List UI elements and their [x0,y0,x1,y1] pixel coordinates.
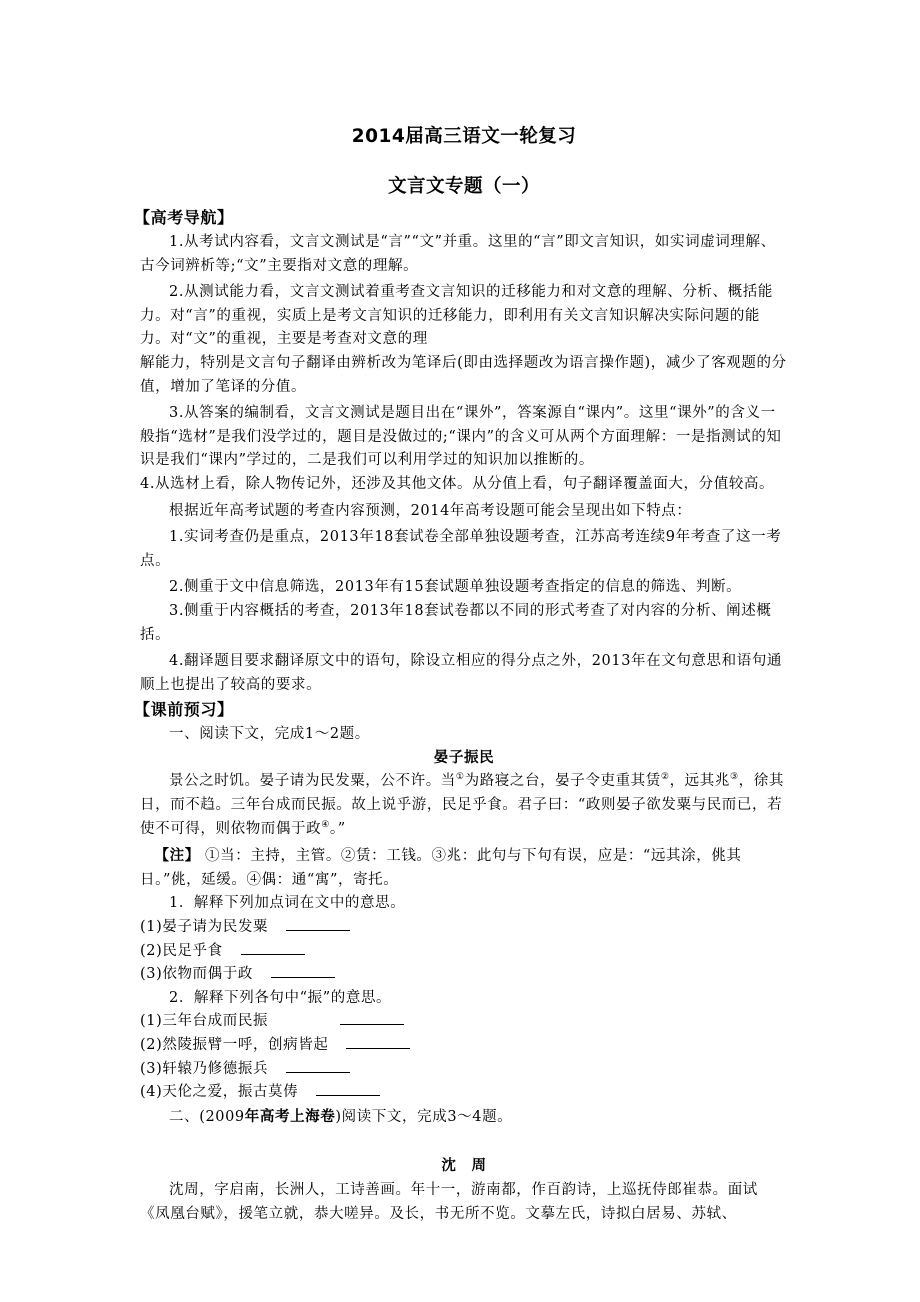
paragraph: 解能力，特别是文言句子翻译由辨析改为笔译后(即由选择题改为语言操作题)，减少了客观题的分值，增加了笔译的分值。 [140,354,787,395]
annotation [140,844,788,892]
exercise-intro [140,1105,788,1130]
question-item [140,1034,788,1058]
answer-blank[interactable] [286,916,350,931]
doc-title: 2014届高三语文一轮复习 [351,126,577,147]
answer-blank[interactable] [241,940,305,955]
question-item-text: (3)依物而偶于政 [140,966,253,983]
footnote-marker: ① [455,772,465,783]
question-item [140,916,788,940]
question-item [140,963,788,987]
spacer [140,1129,788,1155]
passage-title: 晏子振民 [433,749,495,766]
paragraph: 2.从测试能力看，文言文测试着重考查文言知识的迁移能力和对文意的理解、分析、概括能力。对“言”的重视，实质上是考文言知识的迁移能力，即利用有关文言知识解决实际问题的能力。对“文”的重视，主要是考查对文意的理 [140,284,773,348]
passage-segment: 。” [329,820,346,837]
exercise-intro: 一、阅读下文，完成1～2题。 [169,726,370,743]
footnote-marker: ④ [321,819,330,830]
question-item-text: (2)然陵振臂一呼，创病皆起 [140,1037,329,1053]
question-item [140,1081,788,1105]
footnote-marker: ③ [729,772,739,783]
paragraph: 4.翻译题目要求翻译原文中的语句，除设立相应的得分点之外，2013年在文句意思和语句通顺上也提出了较高的要求。 [140,653,783,693]
answer-blank[interactable] [316,1081,380,1096]
note-text: ①当：主持，主管。②赁：工钱。③兆：此句与下句有误，应是：“远其涂，佻其日。”佻，延缓。④偶：通“寓”，寄托。 [140,848,742,888]
question-item-text: (3)轩辕乃修德振兵 [140,1060,269,1077]
section-heading-gaokao: 【高考导航】 [134,208,234,227]
answer-blank[interactable] [271,963,335,978]
question-stem: 2．解释下列各句中“振”的意思。 [169,989,392,1006]
intro-text: )阅读下文，完成3～4题。 [335,1108,513,1125]
section-heading-preview: 【课前预习】 [134,700,234,720]
question-item-text: (2)民足乎食 [140,942,223,959]
question-item [140,1010,788,1034]
question-stem: 1．解释下列加点词在文中的意思。 [169,895,406,912]
paragraph: 1.从考试内容看，文言文测试是“言”“文”并重。这里的“言”即文言知识，如实词虚词理解、古今词辨析等;“文”主要指对文意的理解。 [140,234,776,274]
footnote-marker: ② [660,772,670,783]
passage-segment: ，徐其日，而不趋。三年台成而民振。故上说乎游，民足乎食。君子曰：“政则晏子欲发粟与民而已，若使不可得，则依物而偶于政 [140,773,784,837]
intro-text: 二、(2009 [169,1108,245,1125]
passage-segment: 为路寝之台，晏子令吏重其赁 [464,773,661,790]
note-label: 【注】 [154,847,200,865]
answer-blank[interactable] [346,1034,410,1049]
question-item-text: (1)晏子请为民发粟 [140,919,269,936]
question-item-text: (1)三年台成而民振 [140,1013,269,1030]
paragraph: 4.从选材上看，除人物传记外，还涉及其他文体。从分值上看，句子翻译覆盖面大，分值较高。 [140,475,775,492]
source-label: 年高考上海卷 [244,1107,336,1125]
question-item [140,1058,788,1082]
passage-title: 沈 周 [441,1158,487,1175]
passage-text [140,770,788,841]
passage-segment: ，远其兆 [669,773,730,790]
answer-blank[interactable] [340,1010,404,1025]
doc-subtitle: 文言文专题（一） [387,176,540,197]
passage-segment: 景公之时饥。晏子请为民发粟，公不许。当 [169,773,456,790]
paragraph: 2.侧重于文中信息筛选，2013年有15套试题单独设题考查指定的信息的筛选、判断。 [169,579,742,596]
question-item-text: (4)天伦之爱，振古莫俦 [140,1084,299,1101]
paragraph: 3.从答案的编制看，文言文测试是题目出在“课外”，答案源自“课内”。这里“课外”的含义一般指“选材”是我们没学过的，题目是没做过的;“课内”的含义可从两个方面理解：一是指测试的知识是我们“课内”学过的，二是我们可以利用学过的知识加以推断的。 [140,405,782,469]
document-page [134,118,788,1226]
passage-text: 沈周，字启南，长洲人，工诗善画。年十一，游南都，作百韵诗，上巡抚侍郎崔恭。面试《凤凰台赋》，援笔立就，恭大嗟异。及长，书无所不览。文摹左氏，诗拟白居易、苏轼、 [140,1181,758,1222]
paragraph: 3.侧重于内容概括的考查，2013年18套试卷都以不同的形式考查了对内容的分析、阐述概括。 [140,602,772,643]
question-item [140,940,788,964]
answer-blank[interactable] [286,1058,350,1073]
paragraph: 1.实词考查仍是重点，2013年18套试卷全部单独设题考查，江苏高考连续9年考查了这一考点。 [140,529,782,569]
paragraph: 根据近年高考试题的考查内容预测，2014年高考设题可能会呈现出如下特点： [169,502,692,519]
